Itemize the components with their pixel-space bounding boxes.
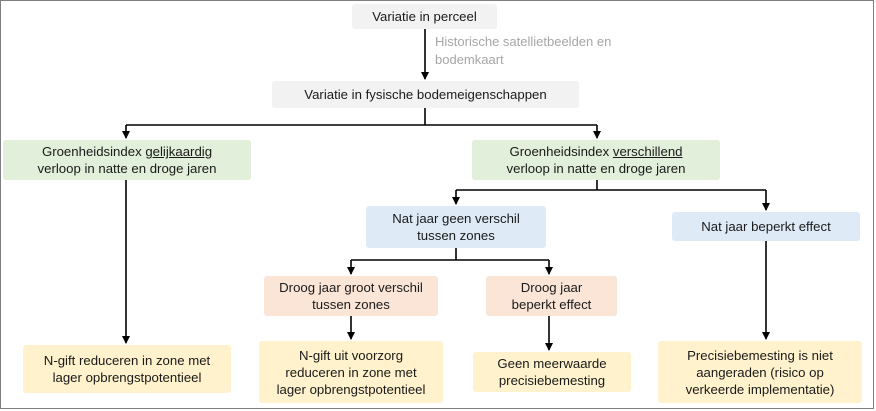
node-line-2: tussen zones: [417, 228, 495, 243]
node-geen-meerwaarde: [473, 352, 631, 392]
node-line-2: precisiebemesting: [498, 373, 606, 388]
node-nat-jaar-beperkt-effect: [672, 212, 860, 241]
node-n-gift-reduceren: [23, 345, 231, 393]
node-groenheidsindex-verschillend: [472, 140, 720, 180]
node-line-2: beperkt effect: [511, 297, 592, 312]
annotation-line-2: bodemkaart: [435, 52, 504, 67]
node-line-1: Nat jaar geen verschil: [392, 211, 520, 226]
node-groenheidsindex-gelijkaardig: [3, 140, 251, 180]
node-line-3: lager opbrengstpotentieel: [276, 381, 426, 397]
node-line-2: lager opbrengstpotentieel: [52, 370, 202, 385]
node-line-1: Precisiebemesting is niet: [687, 347, 833, 363]
node-text-prefix: Groenheidsindex: [509, 144, 613, 159]
node-precisiebemesting-niet-aangeraden: [658, 341, 862, 403]
node-droog-jaar-groot-verschil: [264, 276, 438, 316]
node-line-1: N-gift reduceren in zone met: [43, 353, 211, 368]
node-nat-jaar-geen-verschil: [366, 206, 546, 248]
node-line-1: Geen meerwaarde: [497, 356, 607, 371]
annotation-line-1: Historische satellietbeelden en: [435, 34, 612, 49]
node-line-1: Droog jaar: [520, 280, 583, 295]
annotation-source: [435, 33, 611, 69]
node-line-3: verkeerde implementatie): [685, 381, 835, 397]
node-label: Variatie in perceel: [372, 9, 477, 24]
node-line-2: aangeraden (risico op: [696, 364, 824, 380]
node-line-1: N-gift uit voorzorg: [298, 347, 404, 363]
node-text-key: gelijkaardig: [145, 144, 213, 159]
node-n-gift-uit-voorzorg: [259, 341, 443, 403]
node-text-prefix: Groenheidsindex: [41, 144, 146, 159]
node-line-2: verloop in natte en droge jaren: [506, 161, 686, 176]
node-line-1: Droog jaar groot verschil: [279, 280, 423, 295]
node-fysische-bodemeigenschappen: [272, 81, 579, 108]
node-line-2: verloop in natte en droge jaren: [37, 161, 217, 176]
node-line-1: [509, 143, 682, 160]
node-text-key: verschillend: [612, 144, 683, 159]
node-variatie-in-perceel: [352, 4, 497, 29]
node-droog-jaar-beperkt-effect: [486, 276, 617, 316]
node-line-2: tussen zones: [312, 297, 390, 312]
node-label: Nat jaar beperkt effect: [701, 219, 831, 234]
node-line-2: reduceren in zone met: [285, 364, 417, 380]
node-line-1: [42, 143, 212, 160]
node-label: Variatie in fysische bodemeigenschappen: [304, 87, 547, 102]
